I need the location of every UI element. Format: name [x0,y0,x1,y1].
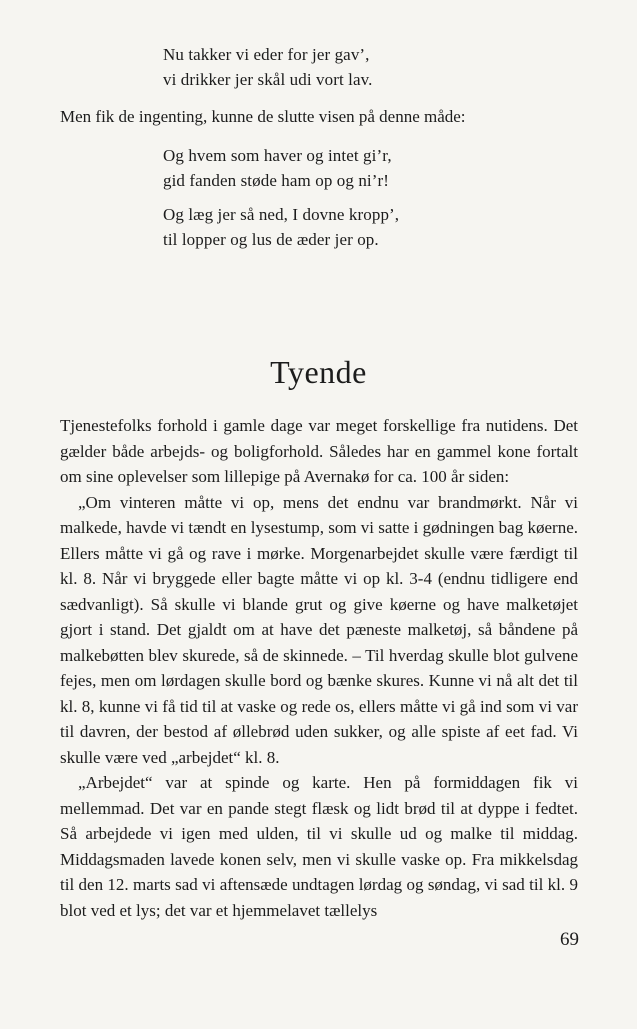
verse-line: Og læg jer så ned, I dovne kropp’, [163,205,400,224]
lead-in-sentence: Men fik de ingenting, kunne de slutte visen på denne måde: [60,107,466,126]
paragraph-3: „Arbejdet“ var at spinde og karte. Hen på formiddagen fik vi mellemmad. Det var en pande stegt flæsk og lidt brød til at dyppe i fedtet. Så arbejdede vi igen med ulden, til vi skulle ud og malke til middag. Middagsmaden lavede konen selv, men vi skulle vaske op. Fra mikkelsdag til den 12. marts sad vi aftensæde undtagen lørdag og søndag, vi sad til kl. 9 blot ved et lys; det var et hjemmelavet tællelys [60,773,578,920]
verse-line: Og hvem som haver og intet gi’r, [163,146,392,165]
body-text [60,413,578,923]
section-heading: Tyende [270,354,367,390]
verse-line: vi drikker jer skål udi vort lav. [163,70,373,89]
paragraph-2: „Om vinteren måtte vi op, mens det endnu var brandmørkt. Når vi malkede, havde vi tændt en lysestump, som vi satte i gødningen bag køerne. Ellers måtte vi gå og rave i mørke. Morgenarbejdet skulle være færdigt til kl. 8. Når vi bryggede eller bagte måtte vi op kl. 3-4 (endnu tidligere end sædvanligt). Så skulle vi blande grut og give køerne og have malketøjet gjort i stand. Det gjaldt om at have det pæneste malketøj, så båndene på malkebøtten blev skurede, så de skinnede. – Til hverdag skulle blot gulvene fejes, men om lørdagen skulle bord og bænke skures. Kunne vi nå alt det til kl. 8, kunne vi få tid til at vaske og rede os, ellers måtte vi gå ind som vi var til davren, der bestod af øllebrød uden sukker, og alle spiste af eet fad. Vi skulle være ved „arbejdet“ kl. 8. [60,492,578,767]
page-number: 69 [560,929,579,950]
verse-line: gid fanden støde ham op og ni’r! [163,171,390,190]
verse-stanza-2 [163,202,583,252]
verse-line: Nu takker vi eder for jer gav’, [163,45,370,64]
paragraph-1: Tjenestefolks forhold i gamle dage var meget forskellige fra nutidens. Det gælder både arbejds- og boligforhold. Således har en gammel kone fortalt om sine oplevelser som lillepige på Avernakø for ca. 100 år siden: [60,416,578,486]
verse-top [163,42,583,92]
verse-line: til lopper og lus de æder jer op. [163,230,379,249]
verse-stanza-1 [163,143,583,193]
